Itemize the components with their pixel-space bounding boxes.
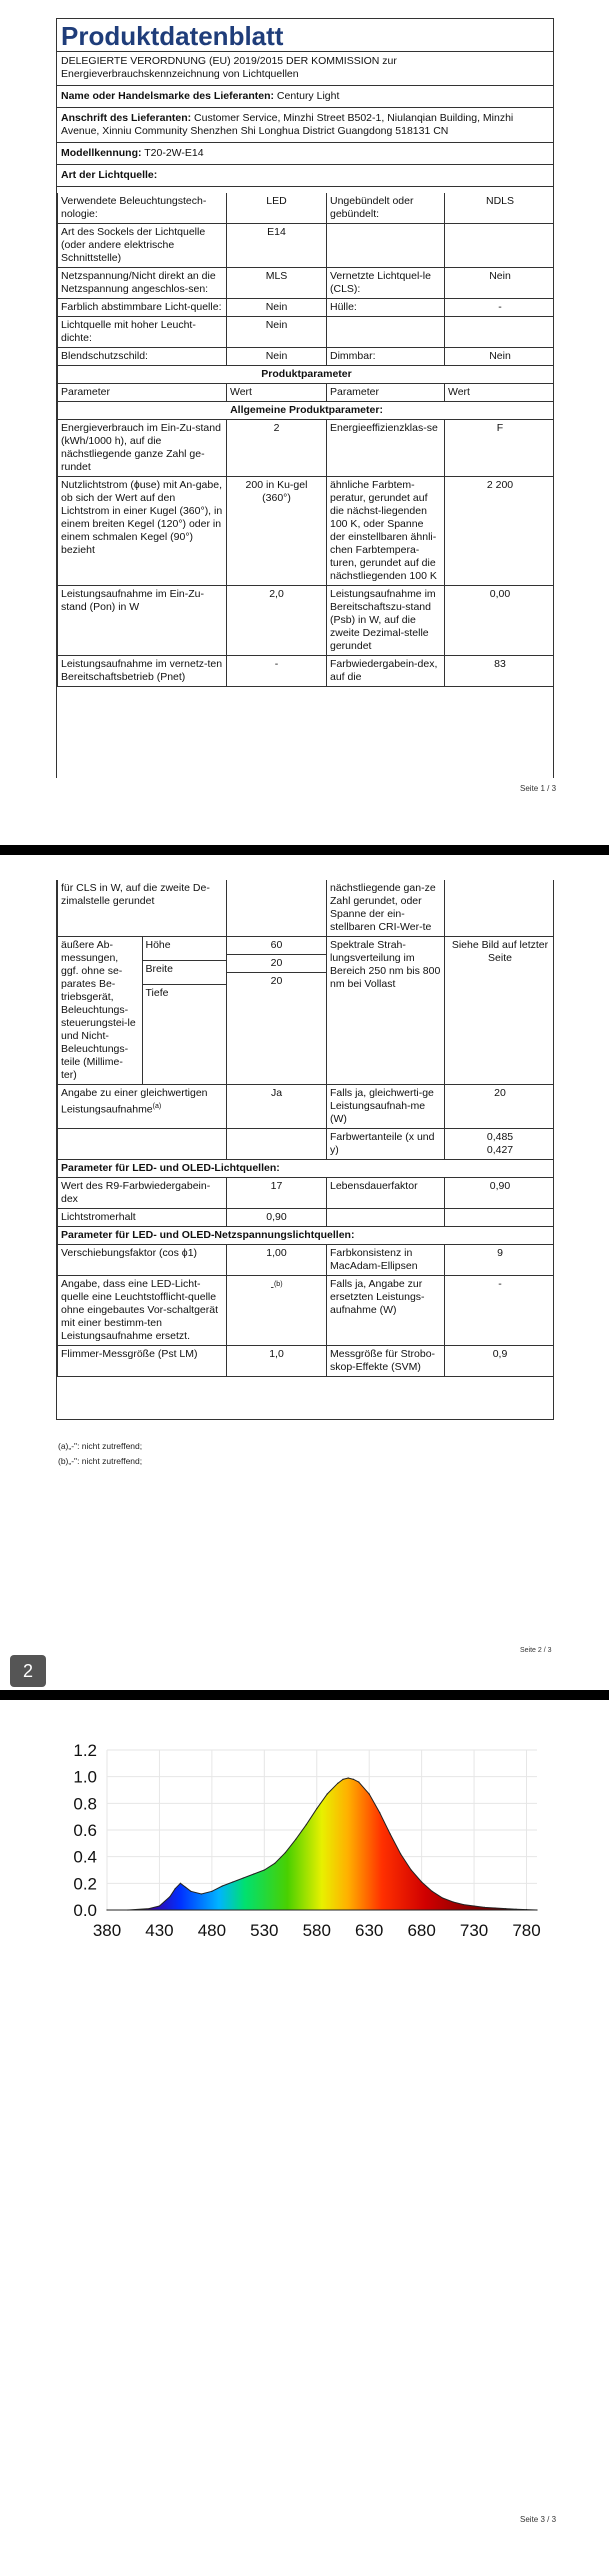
col-header-parameter-2: Parameter (327, 384, 445, 402)
spectral-value: Siehe Bild auf letzter Seite (445, 937, 555, 1085)
cont-row-right-label: nächstliegende gan-ze Zahl gerundet, oder Spanne der ein-stellbaren CRI-Wer-te (327, 880, 445, 937)
chroma-y: 0,427 (486, 1144, 514, 1156)
x-tick-label: 430 (145, 1921, 174, 1940)
replace-value: - (270, 1281, 274, 1294)
dimensions-cell (58, 937, 227, 1085)
param-power-net-col3: Farbwiedergabein-dex, auf die (327, 656, 445, 687)
spectrum-point (473, 1905, 474, 1906)
spectrum-point (106, 1909, 107, 1910)
maint-empty-1 (327, 1209, 445, 1227)
datasheet-frame-1 (56, 18, 554, 778)
x-tick-label: 630 (355, 1921, 384, 1940)
spectrum-point (369, 1793, 370, 1794)
light-type-high-luminance-col2: Nein (227, 317, 327, 348)
x-tick-label: 780 (512, 1921, 541, 1940)
dim-height-value: 60 (227, 937, 326, 955)
cont-row-right-value (445, 880, 555, 937)
light-type-socket-col2: E14 (227, 224, 327, 268)
x-tick-label: 730 (459, 1921, 489, 1940)
spectrum-point (526, 1909, 527, 1910)
maint-value: 0,90 (227, 1209, 327, 1227)
maint-empty-2 (445, 1209, 555, 1227)
param-power-net-col4: 83 (445, 656, 555, 687)
page-number-1: Seite 1 / 3 (520, 784, 557, 793)
spectrum-point (463, 1904, 464, 1905)
spectral-label: Spektrale Strah-lungsverteilung im Bereich 250 nm bis 800 nm bei Vollast (327, 937, 445, 1085)
spectrum-point (358, 1781, 359, 1782)
spectrum-point (494, 1907, 495, 1908)
spectrum-point (264, 1869, 265, 1870)
y-tick-label: 0.2 (73, 1874, 97, 1894)
replace-label: Angabe, dass eine LED-Licht-quelle eine Leuchtstofflicht-quelle ohne eingebautes Vor-schaltgerät mit einer bestimm-ten Leistungsaufnahme ersetzt. (58, 1276, 227, 1346)
dim-depth-value: 20 (270, 975, 283, 987)
param-luminous-flux-col3: ähnliche Farbtem-peratur, gerundet auf die nächst-liegenden 100 K, oder Spanne der einstellbaren ähnli-chen Farbtempera-turen, gerundet auf die nächstliegenden 100 K (327, 477, 445, 586)
chroma-values (445, 1129, 555, 1160)
page-separator-2 (0, 1690, 609, 1700)
light-type-mains-col1: Netzspannung/Nicht direkt an die Netzspannung angeschlos-sen: (58, 268, 227, 299)
spectrum-point (175, 1888, 176, 1889)
param-luminous-flux-col4: 2 200 (445, 477, 555, 586)
page-3 (0, 1700, 609, 2560)
x-tick-label: 530 (250, 1921, 279, 1940)
spectrum-point (190, 1891, 191, 1892)
dimensions-label: äußere Ab-messungen, ggf. ohne se-parates Be-triebsgerät, Beleuchtungs-steuerungstei-le und Nicht-Beleuchtungs-teile (Millime-ter) (58, 937, 142, 1084)
light-type-socket-col4 (445, 224, 555, 268)
equiv-label: Angabe zu einer gleichwertigen Leistungsaufnahme (61, 1087, 208, 1116)
flicker-value: 1,0 (227, 1346, 327, 1377)
light-type-socket-col3 (327, 224, 445, 268)
spectrum-point (185, 1887, 186, 1888)
x-tick-label: 580 (302, 1921, 331, 1940)
light-type-glare-shield-col3: Dimmbar: (327, 348, 445, 366)
light-type-glare-shield-col1: Blendschutzschild: (58, 348, 227, 366)
footnote-b: (b)„-": nicht zutreffend; (58, 1456, 143, 1466)
light-type-glare-shield-col2: Nein (227, 348, 327, 366)
maint-label: Lichtstromerhalt (58, 1209, 227, 1227)
dim-depth-label: Tiefe (145, 986, 169, 999)
strobo-value: 0,9 (445, 1346, 555, 1377)
macadam-value: 9 (445, 1245, 555, 1276)
col-header-value-2: Wert (445, 384, 555, 402)
replace-right-value: - (445, 1276, 555, 1346)
light-type-tunable-col3: Hülle: (327, 299, 445, 317)
spectrum-point (484, 1907, 485, 1908)
page-number-3: Seite 3 / 3 (520, 2515, 557, 2524)
general-params-title: Allgemeine Produktparameter: (58, 402, 555, 420)
address-row (57, 108, 553, 143)
param-energy-col3: Energieeffizienzklas-se (327, 420, 445, 477)
spectrum-point (306, 1824, 307, 1825)
y-tick-label: 0.0 (73, 1901, 97, 1920)
light-type-socket-col1: Art des Sockels der Lichtquelle (oder andere elektrische Schnittstelle) (58, 224, 227, 268)
params-section-title: Produktparameter (58, 366, 555, 384)
light-type-tunable-col2: Nein (227, 299, 327, 317)
footnote-a: (a)„-": nicht zutreffend; (58, 1441, 143, 1451)
chroma-x: 0,485 (486, 1131, 514, 1143)
light-type-high-luminance-col1: Lichtquelle mit hoher Leucht-dichte: (58, 317, 227, 348)
equiv-value: Ja (227, 1085, 327, 1129)
param-energy-col1: Energieverbrauch im Ein-Zu-stand (kWh/1000 h), auf die nächstliegende ganze Zahl ge-rundet (58, 420, 227, 477)
equiv-label-cell (58, 1085, 227, 1129)
spectrum-point (390, 1833, 391, 1834)
led-section-title: Parameter für LED- und OLED-Lichtquellen: (58, 1160, 555, 1178)
spectrum-point (452, 1901, 453, 1902)
supplier-value: Century Light (276, 90, 340, 102)
spectrum-chart (0, 1730, 609, 1950)
light-type-high-luminance-col4 (445, 317, 555, 348)
col-header-value-1: Wert (227, 384, 327, 402)
spectrum-point (253, 1873, 254, 1874)
replace-footnote-ref: (b) (273, 1281, 283, 1288)
spectrum-point (411, 1869, 412, 1870)
spectrum-point (243, 1877, 244, 1878)
page-2 (0, 855, 609, 1680)
spectrum-point (180, 1883, 181, 1884)
cont-row-label: für CLS in W, auf die zweite De-zimalstelle gerundet (58, 880, 227, 937)
equiv-right-label: Falls ja, gleichwerti-ge Leistungsaufnah-me (W) (327, 1085, 445, 1129)
shift-label: Verschiebungsfaktor (cos ϕ1) (58, 1245, 227, 1276)
spectrum-point (505, 1908, 506, 1909)
spectrum-point (274, 1863, 275, 1864)
chroma-empty-1 (58, 1129, 227, 1160)
light-type-tunable-col4: - (445, 299, 555, 317)
spectrum-point (295, 1839, 296, 1840)
chroma-label: Farbwertanteile (x und y) (327, 1129, 445, 1160)
params-table-p2 (57, 880, 554, 1377)
spectrum-point (342, 1779, 343, 1780)
spectrum-point (222, 1885, 223, 1886)
spectrum-point (148, 1908, 149, 1909)
cont-row-value (227, 880, 327, 937)
dim-width-label: Breite (142, 960, 227, 984)
page-1 (0, 0, 609, 845)
light-type-mains-col3: Vernetzte Lichtquel-le (CLS): (327, 268, 445, 299)
param-power-on-col4: 0,00 (445, 586, 555, 656)
life-value: 0,90 (445, 1178, 555, 1209)
y-tick-label: 0.8 (73, 1794, 97, 1814)
equiv-right-value: 20 (445, 1085, 555, 1129)
y-tick-label: 1.2 (73, 1741, 97, 1760)
spectrum-point (442, 1897, 443, 1898)
spectrum-area (107, 1778, 537, 1910)
spectrum-point (432, 1891, 433, 1892)
light-type-tunable-col1: Farblich abstimmbare Licht-quelle: (58, 299, 227, 317)
param-power-on-col1: Leistungsaufnahme im Ein-Zu-stand (Pon) in W (58, 586, 227, 656)
light-type-technology-col2: LED (227, 193, 327, 224)
mains-section-title: Parameter für LED- und OLED-Netzspannungslichtquellen: (58, 1227, 555, 1245)
equiv-footnote-ref: (a) (152, 1103, 162, 1110)
spectrum-point (515, 1909, 516, 1910)
spectrum-point (316, 1808, 317, 1809)
param-luminous-flux-col2: 200 in Ku-gel (360°) (227, 477, 327, 586)
spectrum-point (127, 1909, 128, 1910)
light-type-high-luminance-col3 (327, 317, 445, 348)
params-table-p1 (57, 366, 554, 687)
dim-width-value: 20 (227, 955, 326, 973)
light-type-technology-col4: NDLS (445, 193, 555, 224)
replace-right-label: Falls ja, Angabe zur ersetzten Leistungs-aufnahme (W) (327, 1276, 445, 1346)
spectrum-point (348, 1777, 349, 1778)
spectrum-point (285, 1852, 286, 1853)
spectrum-point (232, 1881, 233, 1882)
page-number-2: Seite 2 / 3 (520, 1647, 552, 1654)
spectrum-point (400, 1853, 401, 1854)
address-label: Anschrift des Lieferanten: (61, 112, 192, 124)
param-power-on-col2: 2,0 (227, 586, 327, 656)
model-value: T20-2W-E14 (144, 147, 204, 159)
param-power-on-col3: Leistungsaufnahme im Bereitschaftszu-stand (Psb) in W, auf die zweite Dezimal-stelle gerundet (327, 586, 445, 656)
light-type-header: Art der Lichtquelle: (57, 165, 553, 187)
strobo-label: Messgröße für Strobo-skop-Effekte (SVM) (327, 1346, 445, 1377)
param-power-net-col1: Leistungsaufnahme im vernetz-ten Bereitschaftsbetrieb (Pnet) (58, 656, 227, 687)
light-type-technology-col3: Ungebündelt oder gebündelt: (327, 193, 445, 224)
flicker-label: Flimmer-Messgröße (Pst LM) (58, 1346, 227, 1377)
datasheet-frame-2 (56, 880, 554, 1420)
spectrum-point (211, 1891, 212, 1892)
model-label: Modellkennung: (61, 147, 142, 159)
param-luminous-flux-col1: Nutzlichtstrom (ɸuse) mit An-gabe, ob sich der Wert auf den Lichtstrom in einer Kugel (360°), in einem breiten Kegel (120°) oder in einem schmalen Kegel (90°) bezieht (58, 477, 227, 586)
y-tick-label: 1.0 (73, 1767, 97, 1787)
spectrum-point (327, 1793, 328, 1794)
shift-value: 1,00 (227, 1245, 327, 1276)
spectrum-point (169, 1896, 170, 1897)
param-energy-col2: 2 (227, 420, 327, 477)
x-tick-label: 380 (92, 1921, 122, 1940)
light-type-mains-col2: MLS (227, 268, 327, 299)
param-power-net-col2: - (227, 656, 327, 687)
replace-value-cell (227, 1276, 327, 1346)
chroma-empty-2 (227, 1129, 327, 1160)
dimensions-values (227, 937, 327, 1085)
spectrum-point (201, 1893, 202, 1894)
light-type-mains-col4: Nein (445, 268, 555, 299)
spectrum-point (536, 1909, 537, 1910)
address-value: Customer Service, Minzhi Street B502-1, Niulanqian Building, Minzhi Avenue, Xinniu Community Shenzhen Shi Longhua District Guangdong 518131 CN (61, 112, 514, 137)
x-tick-label: 480 (197, 1921, 227, 1940)
doc-title: Produktdatenblatt (57, 19, 553, 52)
y-tick-label: 0.6 (73, 1821, 97, 1840)
spectrum-point (353, 1779, 354, 1780)
spectrum-point (337, 1783, 338, 1784)
model-row (57, 143, 553, 165)
spectrum-point (379, 1812, 380, 1813)
page-separator-1 (0, 845, 609, 855)
light-type-technology-col1: Verwendete Beleuchtungstech-nologie: (58, 193, 227, 224)
regulation-text: DELEGIERTE VERORDNUNG (EU) 2019/2015 DER KOMMISSION zur Energieverbrauchskennzeichnung von Lichtquellen (57, 52, 553, 86)
r9-label: Wert des R9-Farbwiedergabein-dex (58, 1178, 227, 1209)
supplier-row (57, 86, 553, 108)
param-energy-col4: F (445, 420, 555, 477)
col-header-parameter-1: Parameter (58, 384, 227, 402)
supplier-label: Name oder Handelsmarke des Lieferanten: (61, 90, 274, 102)
r9-value: 17 (227, 1178, 327, 1209)
spectrum-point (159, 1905, 160, 1906)
macadam-label: Farbkonsistenz in MacAdam-Ellipsen (327, 1245, 445, 1276)
dim-height-label: Höhe (142, 937, 227, 960)
light-type-table (57, 193, 554, 366)
x-tick-label: 680 (407, 1921, 436, 1940)
page-badge: 2 (10, 1655, 46, 1687)
light-type-glare-shield-col4: Nein (445, 348, 555, 366)
spectrum-point (421, 1881, 422, 1882)
life-label: Lebensdauerfaktor (327, 1178, 445, 1209)
y-tick-label: 0.4 (73, 1847, 97, 1867)
